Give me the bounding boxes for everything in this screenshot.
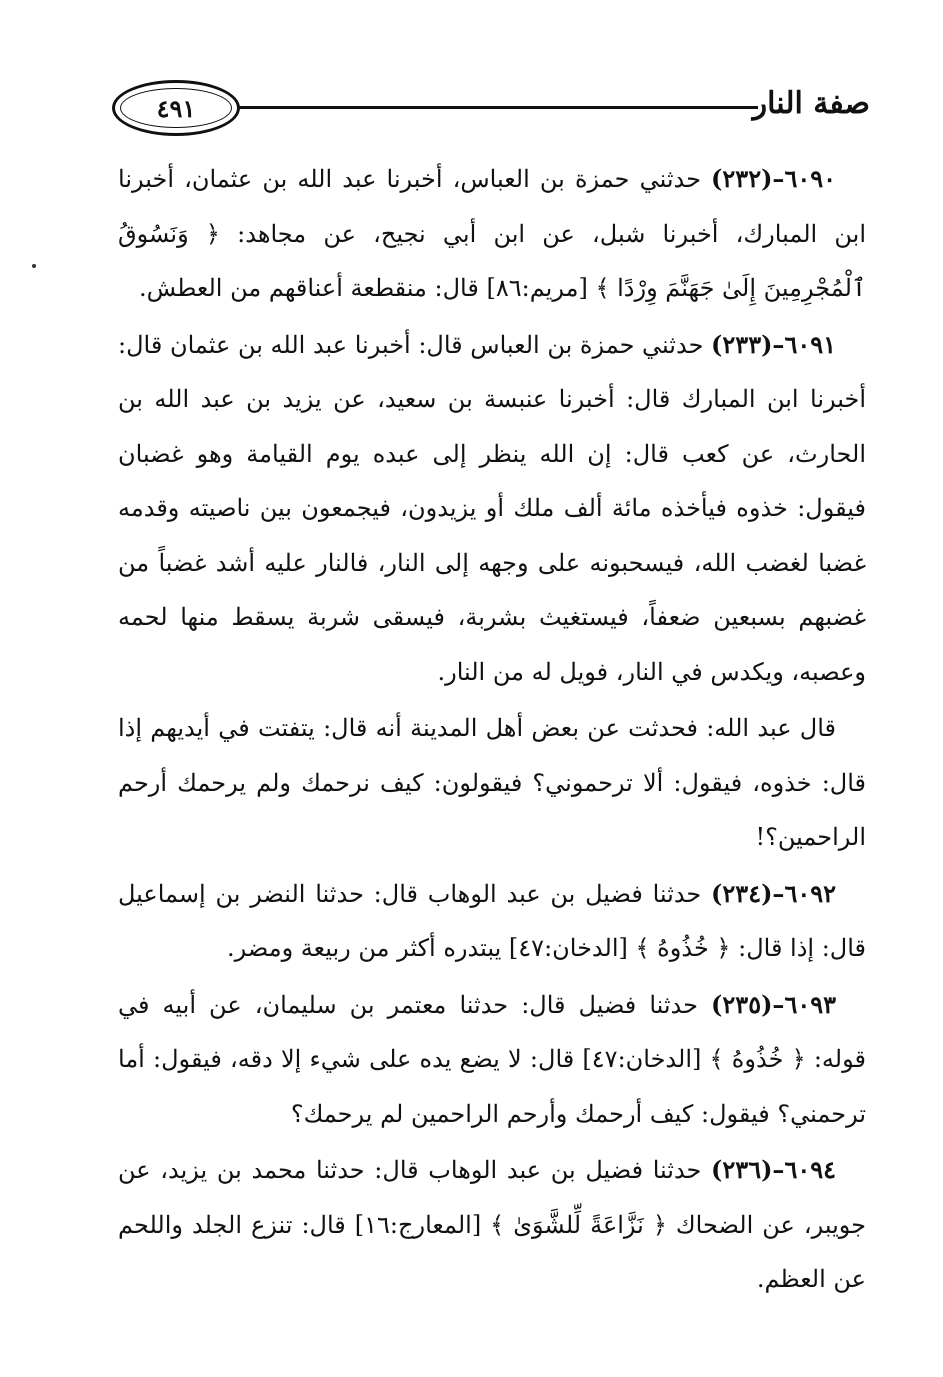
stray-ink-mark xyxy=(32,264,36,268)
hadith-number: ٦٠٩١–(٢٣٣) xyxy=(711,329,836,359)
hadith-number: ٦٠٩٠–(٢٣٢) xyxy=(711,164,836,193)
hadith-number: ٦٠٩٤–(٢٣٦) xyxy=(711,1155,836,1184)
page-number: ٤٩١ xyxy=(156,93,196,123)
hadith-text: حدثني حمزة بن العباس قال: أخبرنا عبد الله بن عثمان قال: أخبرنا ابن المبارك قال: أخبرنا عنبسة بن سعيد، عن يزيد بن عبد الله بن الحارث، عن كعب قال: إن الله ينظر إلى عبده يوم القيامة وهو غضبان فيقول: خذوه فيأخذه مائة ألف ملك أو يزيدون، فيجمعون بين ناصيته وقدمه غضبا لغضب الله، فيسحبونه على وجهه إلى النار، فالنار عليه أشد غضباً من غضبهم بسبعين ضعفاً، فيستغيث بشربة، فيسقى شربة يسقط منها لحمه وعصبه، ويكدس في النار، فويل له من النار. xyxy=(118,330,866,686)
hadith-text: حدثنا فضيل قال: حدثنا معتمر بن سليمان، عن أبيه في قوله: ﴿ خُذُوهُ ﴾ [الدخان:٤٧] قال: لا يضع يده على شيء إلا دقه، فيقول: أما ترحمني؟ فيقول: كيف أرحمك وأرحم الراحمين لم يرحمك؟ xyxy=(118,990,866,1128)
hadith-paragraph xyxy=(118,978,866,1142)
hadith-text: حدثنا فضيل بن عبد الوهاب قال: حدثنا النضر بن إسماعيل قال: إذا قال: ﴿ خُذُوهُ ﴾ [الدخان:٤٧] يبتدره أكثر من ربيعة ومضر. xyxy=(118,879,866,962)
hadith-paragraph xyxy=(118,318,866,700)
header-rule xyxy=(238,106,758,109)
page-number-frame xyxy=(112,80,240,136)
hadith-text: حدثني حمزة بن العباس، أخبرنا عبد الله بن عثمان، أخبرنا ابن المبارك، أخبرنا شبل، عن ابن أبي نجيح، عن مجاهد: ﴿ وَنَسُوقُ ٱلْمُجْرِمِينَ إِلَىٰ جَهَنَّمَ وِرْدًا ﴾ [مريم:٨٦] قال: منقطعة أعناقهم من العطش. xyxy=(118,165,866,302)
hadith-number: ٦٠٩٣–(٢٣٥) xyxy=(711,989,836,1019)
hadith-paragraph xyxy=(118,867,866,976)
hadith-paragraph xyxy=(118,152,866,316)
hadith-paragraph xyxy=(118,1143,866,1307)
hadith-text: حدثنا فضيل بن عبد الوهاب قال: حدثنا محمد بن يزيد، عن جويبر، عن الضحاك ﴿ نَزَّاعَةً لِّلشَّوَىٰ ﴾ [المعارج:١٦] قال: تنزع الجلد واللحم عن العظم. xyxy=(118,1156,866,1293)
commentary-paragraph xyxy=(118,701,866,865)
hadith-number: ٦٠٩٢–(٢٣٤) xyxy=(711,878,836,908)
body-text xyxy=(118,152,866,1307)
commentary-text: قال عبد الله: فحدثت عن بعض أهل المدينة أنه قال: يتفتت في أيديهم إذا قال: خذوه، فيقول: ألا ترحموني؟ فيقولون: كيف نرحمك ولم يرحمك أرحم الراحمين؟! xyxy=(118,714,866,851)
page-header xyxy=(112,72,870,152)
running-title: صفة النار xyxy=(752,86,870,121)
